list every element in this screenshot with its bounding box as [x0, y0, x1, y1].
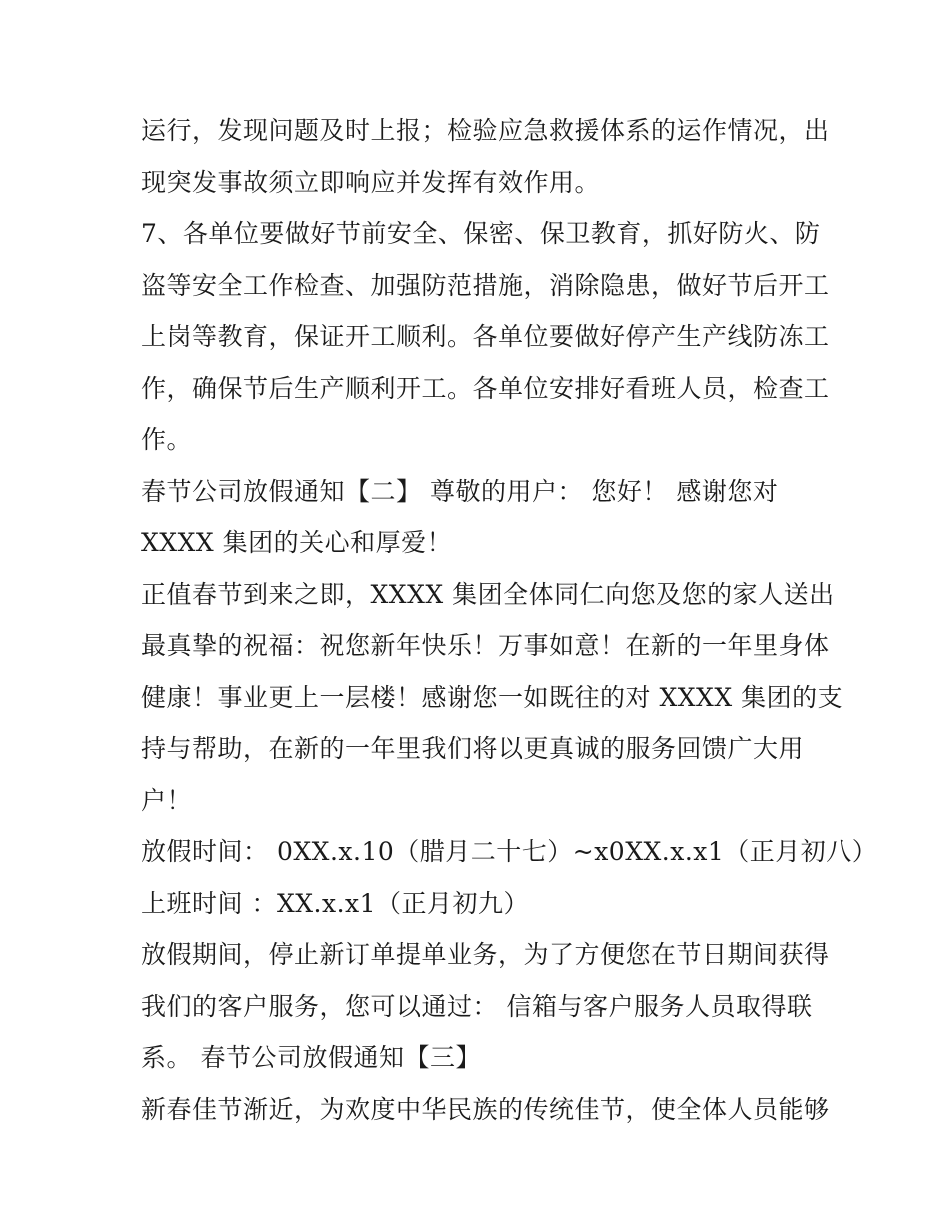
text-line: 上岗等教育，保证开工顺利。各单位要做好停产生产线防冻工	[141, 322, 830, 351]
text-line: 上班时间 ：XX.x.x1（正月初九）	[141, 888, 530, 918]
text-line: 盗等安全工作检查、加强防范措施，消除隐患，做好节后开工	[141, 270, 830, 300]
text-line: 持与帮助，在新的一年里我们将以更真诚的服务回馈广大用	[141, 734, 805, 763]
text-line: 放假期间，停止新订单提单业务，为了方便您在节日期间获得	[141, 940, 830, 969]
text-line: 现突发事故须立即响应并发挥有效作用。	[141, 167, 601, 197]
text-line: 健康！事业更上一层楼！感谢您一如既往的对 XXXX 集团的支	[141, 682, 844, 712]
text-line: 我们的客户服务，您可以通过： 信箱与客户服务人员取得联	[141, 991, 813, 1021]
text-line: 作。	[141, 425, 193, 454]
text-line: 系。 春节公司放假通知【三】	[141, 1043, 481, 1072]
text-line: 新春佳节渐近，为欢度中华民族的传统佳节，使全体人员能够	[141, 1094, 830, 1124]
document-body	[141, 105, 878, 1135]
text-line: XXXX 集团的关心和厚爱！	[141, 528, 453, 557]
text-line: 作，确保节后生产顺利开工。各单位安排好看班人员，检查工	[141, 373, 830, 403]
text-line: 放假时间： 0XX.x.10（腊月二十七）~x0XX.x.x1（正月初八）	[141, 837, 878, 866]
text-line: 正值春节到来之即，XXXX 集团全体同仁向您及您的家人送出	[141, 579, 835, 609]
text-line: 7、各单位要做好节前安全、保密、保卫教育，抓好防火、防	[141, 219, 821, 248]
text-line: 最真挚的祝福：祝您新年快乐！万事如意！在新的一年里身体	[141, 631, 830, 660]
text-line: 春节公司放假通知【二】 尊敬的用户： 您好！ 感谢您对	[141, 476, 779, 506]
text-line: 运行，发现问题及时上报；检验应急救援体系的运作情况，出	[141, 116, 830, 145]
text-line: 户！	[141, 785, 193, 815]
